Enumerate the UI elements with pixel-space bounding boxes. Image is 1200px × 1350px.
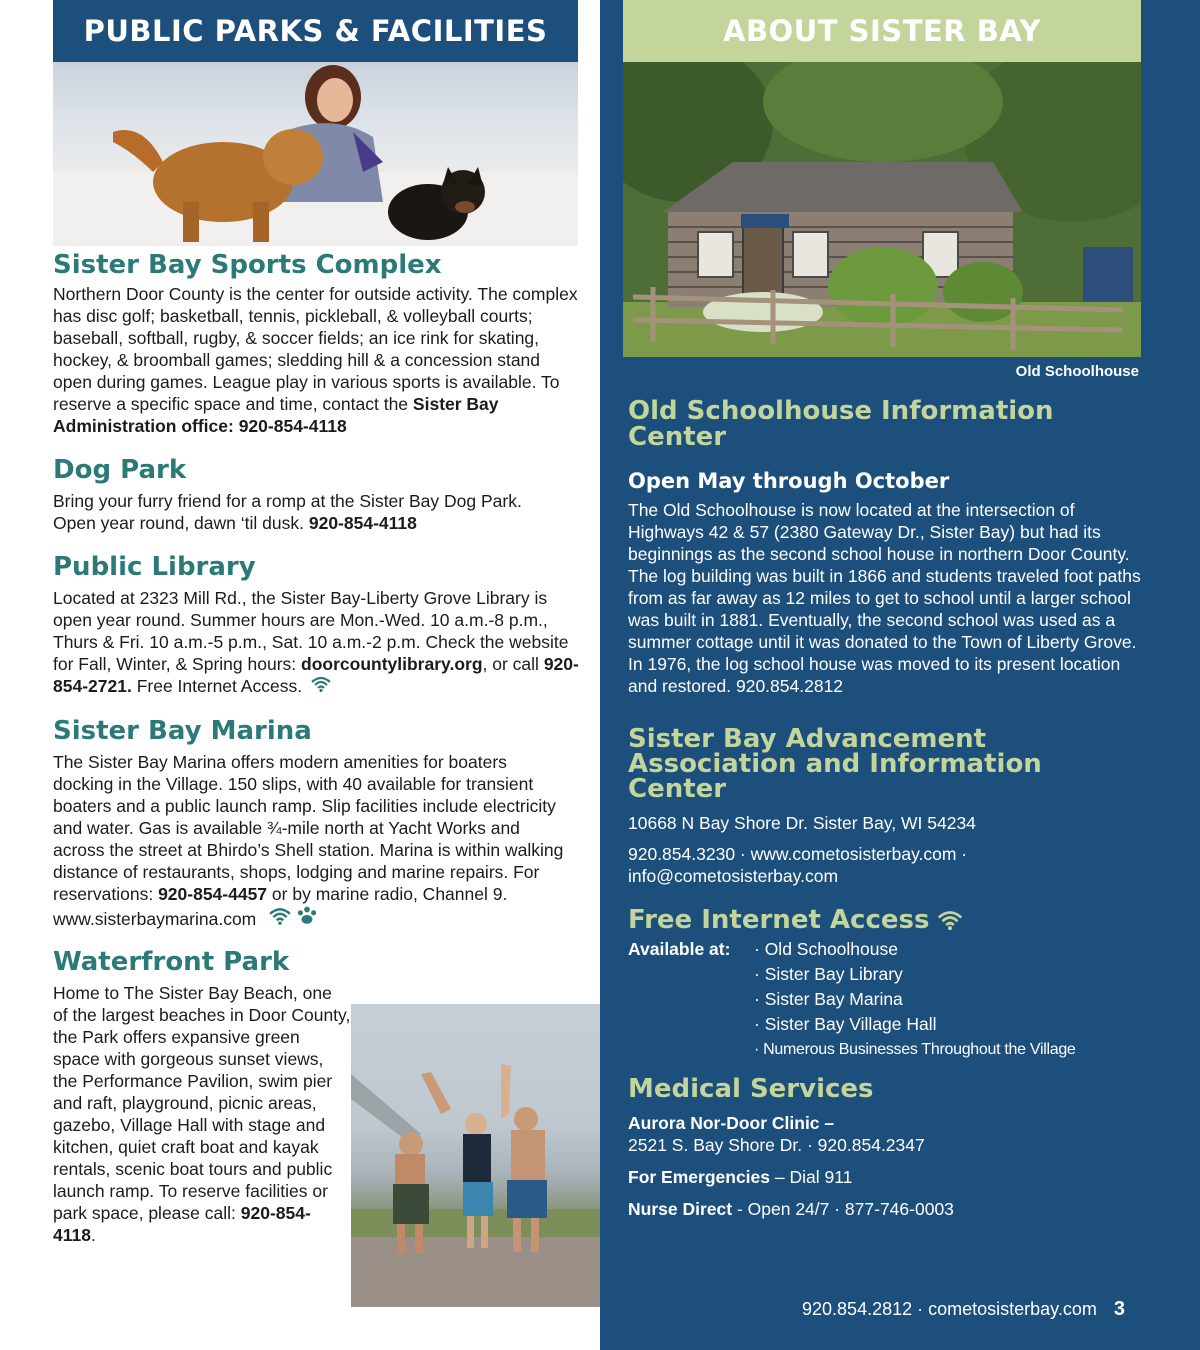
woman-with-dogs-photo bbox=[53, 62, 578, 246]
library-website-link[interactable]: doorcountylibrary.org bbox=[301, 654, 483, 674]
association-contact[interactable]: 920.854.3230 · www.cometosisterbay.com · info@cometosisterbay.com bbox=[628, 844, 968, 886]
right-header-text: ABOUT SISTER BAY bbox=[723, 14, 1041, 48]
old-schoolhouse-illustration bbox=[623, 62, 1141, 357]
waterfront-park-text bbox=[53, 982, 351, 1246]
kids-dabbing-photo bbox=[351, 1004, 600, 1307]
association-title: Sister Bay Advancement Association and Information Center bbox=[628, 724, 1042, 804]
open-season-subtitle: Open May through October bbox=[628, 469, 950, 493]
library-phone: 920-854-2721. bbox=[53, 654, 579, 696]
sports-complex-body: Northern Door County is the center for outside activity. The complex has disc golf; basketball, tennis, pickleball, & volleyball courts; baseball, softball, rugby, & soccer fields; an ice rink for skating, hockey, & broomball games; sledding hill & a concession stand open during games. League play in various sports is available. To reserve a specific space and time, contact the bbox=[53, 284, 578, 414]
list-item: · Sister Bay Library bbox=[754, 964, 903, 984]
woman-with-dogs-illustration bbox=[53, 62, 578, 246]
association-address: 10668 N Bay Shore Dr. Sister Bay, WI 54234 bbox=[628, 813, 976, 833]
available-at-label: Available at: bbox=[628, 939, 731, 959]
left-section-header bbox=[53, 0, 578, 62]
dog-park-body: Bring your furry friend for a romp at the Sister Bay Dog Park. Open year round, dawn ‘til dusk. bbox=[53, 491, 522, 533]
clinic-name: Aurora Nor-Door Clinic – bbox=[628, 1113, 835, 1133]
paw-icon bbox=[296, 909, 318, 929]
clinic-block bbox=[628, 1112, 1158, 1156]
dog-park-text bbox=[53, 490, 563, 534]
public-library-text bbox=[53, 587, 583, 699]
nurse-label: Nurse Direct bbox=[628, 1199, 733, 1219]
old-schoolhouse-text: The Old Schoolhouse is now located at the intersection of Highways 42 & 57 (2380 Gateway Dr., Sister Bay) but had its beginnings as the second school house in northern Door County. The log building was built in 1866 and students traveled foot paths from as far away as 12 miles to get to school until a larger school was built in 1881. Eventually, the second school was used as a summer cottage until it was donated to the Town of Liberty Grove. In 1976, the log school house was moved to its present location and restored. 920.854.2812 bbox=[628, 500, 1141, 696]
right-section-header bbox=[623, 0, 1141, 62]
nurse-line bbox=[628, 1198, 1158, 1220]
marina-website-link[interactable]: www.sisterbaymarina.com bbox=[53, 909, 257, 929]
free-internet-title bbox=[628, 907, 1158, 933]
list-item: · Numerous Businesses Throughout the Village bbox=[754, 1041, 1076, 1058]
left-header-text: PUBLIC PARKS & FACILITIES bbox=[83, 14, 548, 48]
photo-caption: Old Schoolhouse bbox=[1015, 363, 1139, 380]
waterfront-phone: 920-854-4118 bbox=[53, 1203, 311, 1245]
footer-contact: 920.854.2812 · cometosisterbay.com bbox=[802, 1299, 1097, 1319]
old-schoolhouse-photo bbox=[623, 62, 1141, 357]
admin-office-contact: Sister Bay Administration office: 920-854-4118 bbox=[53, 394, 499, 436]
old-schoolhouse-title: Old Schoolhouse Information Center bbox=[628, 396, 1054, 452]
wifi-icon bbox=[311, 679, 331, 696]
emergency-label: For Emergencies bbox=[628, 1167, 770, 1187]
wifi-icon bbox=[269, 909, 296, 929]
marina-body: The Sister Bay Marina offers modern amenities for boaters docking in the Village. 150 slips, with 40 available for transient boaters and a public launch ramp. Slip facilities include electricity and water. Gas is available ¾-mile north at Yacht Works and across the street at Bhirdo’s Shell station. Marina is within walking distance of restaurants, shops, lodging and marine repairs. For reservations: bbox=[53, 752, 564, 904]
marina-tail: or by marine radio, Channel 9. bbox=[271, 884, 508, 904]
emergency-info: – Dial 911 bbox=[774, 1167, 853, 1187]
waterfront-end: . bbox=[90, 1225, 96, 1245]
waterfront-park-title: Waterfront Park bbox=[53, 947, 290, 977]
wifi-icon bbox=[937, 910, 963, 930]
internet-location-list bbox=[754, 937, 1076, 1062]
right-content bbox=[628, 392, 1158, 1220]
nurse-info: - Open 24/7 · 877-746-0003 bbox=[736, 1199, 954, 1219]
library-body: Located at 2323 Mill Rd., the Sister Bay-Liberty Grove Library is open year round. Summer hours are Mon.-Wed. 10 a.m.-8 p.m., Thurs & Fri. 10 a.m.-5 p.m., Sat. 10 a.m.-2 p.m. Check the website for Fall, Winter, & Spring hours: bbox=[53, 588, 569, 674]
page-footer bbox=[802, 1298, 1125, 1321]
free-internet-title-text: Free Internet Access bbox=[628, 905, 930, 935]
medical-services-title: Medical Services bbox=[628, 1074, 874, 1104]
marina-title: Sister Bay Marina bbox=[53, 716, 312, 746]
list-item: · Sister Bay Marina bbox=[754, 989, 903, 1009]
page-number: 3 bbox=[1113, 1298, 1125, 1320]
emergency-line bbox=[628, 1166, 1158, 1188]
dog-park-title: Dog Park bbox=[53, 455, 187, 485]
library-mid: , or call bbox=[482, 654, 539, 674]
internet-locations bbox=[628, 937, 1158, 1062]
sports-complex-text bbox=[53, 283, 579, 437]
public-library-title: Public Library bbox=[53, 552, 256, 582]
list-item: · Old Schoolhouse bbox=[754, 939, 898, 959]
clinic-info: 2521 S. Bay Shore Dr. · 920.854.2347 bbox=[628, 1135, 925, 1155]
waterfront-body: Home to The Sister Bay Beach, one of the largest beaches in Door County, the Park offers expansive green space with gorgeous sunset views, the Performance Pavilion, swim pier and raft, playground, picnic areas, gazebo, Village Hall with stage and kitchen, quiet craft boat and kayak rentals, scenic boat tours and public launch ramp. To reserve facilities or park space, please call: bbox=[53, 983, 351, 1223]
marina-phone: 920-854-4457 bbox=[158, 884, 268, 904]
library-tail: Free Internet Access. bbox=[136, 676, 303, 696]
list-item: · Sister Bay Village Hall bbox=[754, 1014, 937, 1034]
kids-dabbing-illustration bbox=[351, 1004, 600, 1307]
sports-complex-title: Sister Bay Sports Complex bbox=[53, 250, 442, 280]
dog-park-phone: 920-854-4118 bbox=[308, 513, 417, 533]
marina-text bbox=[53, 751, 571, 930]
